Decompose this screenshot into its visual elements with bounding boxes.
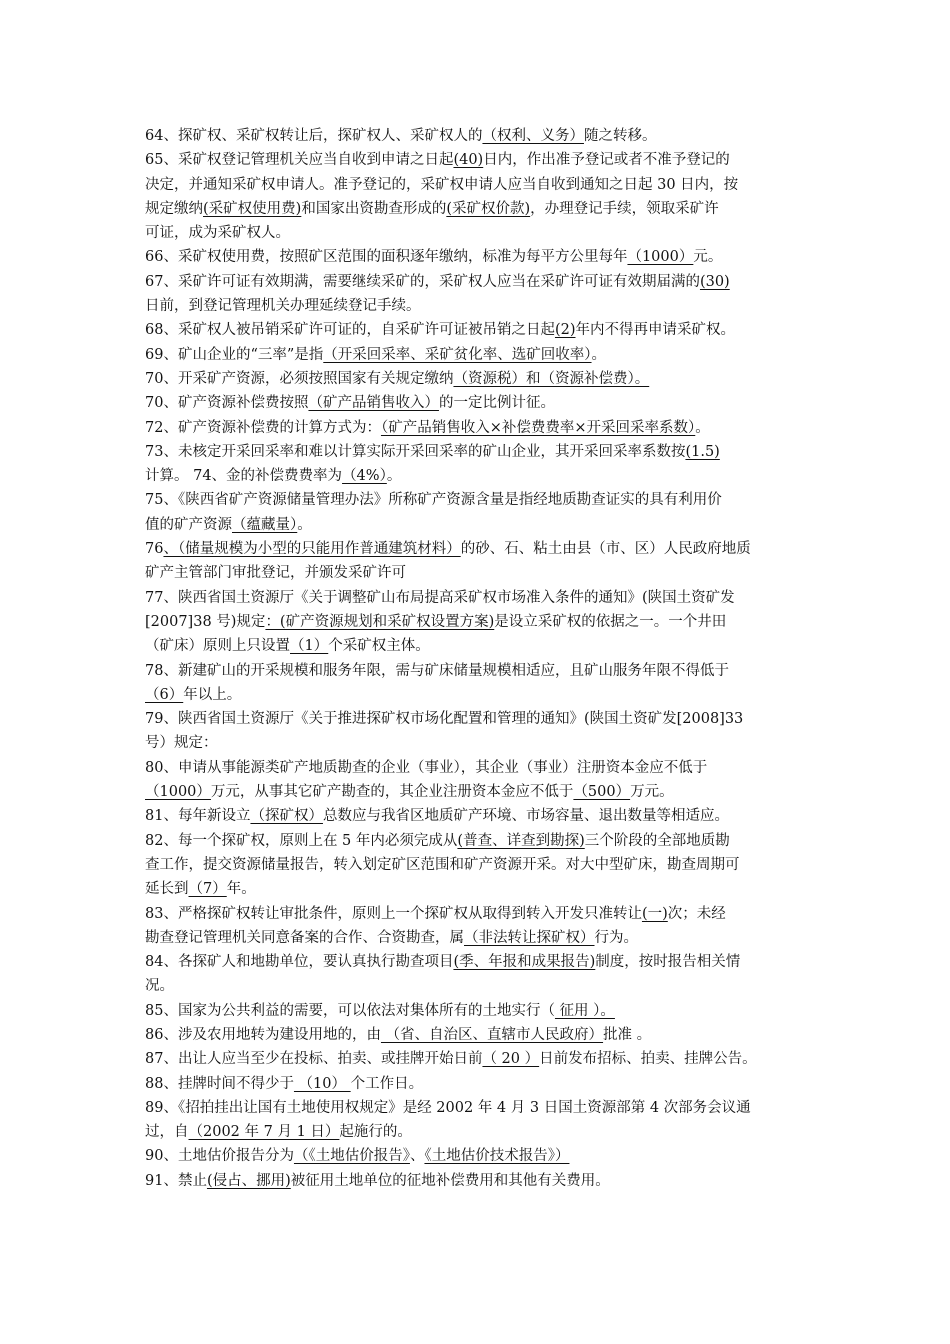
text-segment: 。: [695, 419, 710, 436]
text-segment: 勘查登记管理机关同意备案的合作、合资勘查，属: [145, 929, 464, 946]
text-segment: 规定缴纳: [145, 200, 203, 217]
text-line: [145, 610, 813, 634]
text-segment: 90、土地估价报告分为: [145, 1148, 294, 1165]
text-line: [145, 197, 813, 221]
answer-blank: （蕴藏量）: [232, 516, 298, 533]
text-line: [145, 1072, 813, 1096]
text-segment: 随之转移。: [583, 128, 657, 144]
text-segment: 的一定比例计征。: [438, 395, 555, 412]
answer-blank: (一): [641, 905, 668, 922]
text-segment: 延长到: [145, 881, 189, 898]
text-line: [145, 488, 813, 512]
answer-blank: ：(矿产资源规划和采矿权设置方案): [265, 613, 495, 630]
text-line: [145, 1120, 813, 1144]
text-segment: 82、每一个探矿权，原则上在 5 年内必须完成从: [145, 832, 458, 849]
answer-blank: (普查、详查到勘探): [457, 832, 585, 849]
text-segment: 次；未经: [667, 905, 726, 922]
text-line: [145, 513, 813, 537]
text-segment: 万元。: [630, 784, 674, 801]
text-line: [145, 853, 813, 877]
answer-blank: （1000）: [627, 249, 694, 266]
text-line: [145, 926, 813, 950]
answer-blank: （非法转让探矿权）: [464, 929, 595, 946]
answer-blank: （ 20 ）: [482, 1051, 540, 1068]
text-line: [145, 634, 813, 658]
answer-blank: （1）: [290, 638, 329, 655]
text-segment: 83、严格探矿权转让审批条件，原则上一个探矿权从取得到转入开发只准转让: [145, 905, 642, 922]
answer-blank: （省、自治区、直辖市人民政府）: [380, 1026, 604, 1043]
text-segment: 70、矿产资源补偿费按照: [145, 395, 309, 412]
answer-blank: （7）: [188, 881, 227, 898]
text-segment: 三个阶段的全部地质勘: [584, 832, 730, 849]
text-segment: 制度，按时报告相关情: [595, 954, 741, 971]
text-line: [145, 1047, 813, 1071]
answer-blank: （2002 年 7 月 1 日）: [188, 1124, 340, 1141]
answer-blank: （4%）: [342, 468, 387, 485]
text-segment: 被征用土地单位的征地补偿费用和其他有关费用。: [290, 1172, 610, 1189]
document-page: [145, 124, 813, 1193]
text-segment: 和国家出资勘查形成的: [301, 200, 447, 217]
answer-blank: （1000）: [145, 784, 211, 801]
text-segment: 可证，成为采矿权人。: [145, 225, 290, 242]
text-line: [145, 367, 813, 391]
text-segment: 68、采矿权人被吊销采矿许可证的，自采矿许可证被吊销之日起: [145, 322, 555, 339]
text-segment: 66、采矿权使用费，按照矿区范围的面积逐年缴纳，标准为每平方公里每年: [145, 249, 628, 266]
text-segment: 起施行的。: [339, 1124, 412, 1141]
text-line: [145, 245, 813, 269]
text-segment: 过，自: [145, 1124, 189, 1141]
text-segment: 75、《陕西省矿产资源储量管理办法》所称矿产资源含量是指经地质勘查证实的具有利用价: [145, 492, 722, 509]
answer-blank: 、（储量规模为小型的只能用作普通建筑材料）: [163, 541, 461, 558]
text-segment: 。: [386, 468, 402, 485]
text-segment: 84、各探矿人和地勘单位，要认真执行勘查项目: [145, 954, 454, 971]
text-segment: 行为。: [594, 929, 638, 946]
text-segment: 67、采矿许可证有效期满，需要继续采矿的，采矿权人应当在采矿许可证有效期届满的: [145, 273, 700, 290]
text-segment: 65、采矿权登记管理机关应当自收到申请之日起: [145, 152, 454, 169]
text-segment: 日内，作出准予登记或者不准予登记的: [483, 152, 730, 169]
text-line: [145, 561, 813, 585]
text-line: [145, 731, 813, 755]
answer-blank: (采矿权使用费): [203, 200, 302, 217]
answer-blank: （矿产品销售收入×补偿费费率×开采回采率系数）: [380, 419, 696, 436]
text-line: [145, 440, 813, 464]
text-line: [145, 1169, 813, 1193]
answer-blank: 《土地估价技术报告》）: [424, 1148, 570, 1165]
text-segment: 79、陕西省国土资源厅《关于推进探矿权市场化配置和管理的通知》(陕国土资矿发[2008]33: [145, 711, 744, 728]
text-line: [145, 950, 813, 974]
text-line: [145, 221, 813, 245]
text-segment: 77、陕西省国土资源厅《关于调整矿山布局提高采矿权市场准入条件的通知》(陕国土资矿发: [145, 589, 735, 606]
text-segment: 万元，从事其它矿产勘查的，其企业注册资本金应不低于: [210, 784, 574, 801]
text-line: [145, 659, 813, 683]
text-segment: 个采矿权主体。: [328, 638, 430, 655]
text-line: [145, 148, 813, 172]
answer-blank: (1.5): [685, 443, 720, 460]
text-segment: 的砂、石、粘土由县（市、区）人民政府地质: [460, 541, 751, 558]
text-segment: 91、禁止: [145, 1172, 207, 1189]
text-line: [145, 1144, 813, 1168]
text-segment: 批准 。: [603, 1026, 652, 1043]
text-line: [145, 124, 813, 148]
text-segment: 89、《招拍挂出让国有土地使用权规定》是经 2002 年 4 月 3 日国土资源部第 4 次部务会议通: [145, 1099, 751, 1116]
text-segment: [2007]38 号)规定: [145, 613, 266, 630]
answer-blank: （资源税）和（资源补偿费）。: [453, 370, 650, 387]
text-line: [145, 270, 813, 294]
answer-blank: (侵占、挪用): [206, 1172, 291, 1189]
text-segment: 决定，并通知采矿权申请人。准予登记的，采矿权申请人应当自收到通知之日起 30 日内，按: [145, 176, 739, 193]
text-line: [145, 756, 813, 780]
text-segment: 85、国家为公共利益的需要，可以依法对集体所有的土地实行（: [145, 1002, 555, 1019]
text-line: [145, 537, 813, 561]
text-segment: 78、新建矿山的开采规模和服务年限，需与矿床储量规模相适应，且矿山服务年限不得低于: [145, 662, 729, 679]
text-segment: 年。: [226, 881, 256, 898]
text-line: [145, 173, 813, 197]
text-line: [145, 343, 813, 367]
text-segment: 86、涉及农用地转为建设用地的，由: [145, 1026, 381, 1043]
text-segment: 88、挂牌时间不得少于: [145, 1075, 294, 1092]
text-segment: 64、探矿权、采矿权转让后，探矿权人、采矿权人的: [145, 128, 483, 144]
text-segment: 87、出让人应当至少在投标、拍卖、或挂牌开始日前: [145, 1051, 483, 1068]
text-line: [145, 464, 813, 488]
text-segment: 76: [145, 541, 164, 558]
text-segment: ，办理登记手续，领取采矿许: [530, 200, 719, 217]
text-line: [145, 780, 813, 804]
text-segment: 年内不得再申请采矿权。: [575, 322, 735, 339]
text-line: [145, 974, 813, 998]
answer-blank: (2): [554, 322, 576, 339]
text-line: [145, 1023, 813, 1047]
answer-blank: （权利、义务）: [482, 128, 584, 144]
text-line: [145, 804, 813, 828]
text-line: [145, 683, 813, 707]
text-segment: 查工作，提交资源储量报告，转入划定矿区范围和矿产资源开采。对大中型矿床，勘查周期可: [145, 856, 740, 873]
text-segment: 计算。 74、金的补偿费费率为: [145, 468, 343, 485]
text-segment: 日前发布招标、拍卖、挂牌公告。: [539, 1051, 757, 1068]
text-segment: 80、申请从事能源类矿产地质勘查的企业（事业），其企业（事业）注册资本金应不低于: [145, 759, 708, 776]
text-segment: 个工作日。: [350, 1075, 424, 1092]
text-line: [145, 1096, 813, 1120]
text-line: [145, 707, 813, 731]
text-segment: 元。: [693, 249, 723, 266]
text-segment: 、: [409, 1148, 425, 1165]
text-segment: 。: [297, 516, 312, 533]
text-segment: 73、未核定开采回采率和难以计算实际开采回采率的矿山企业，其开采回采率系数按: [145, 443, 686, 460]
text-segment: 总数应与我省区地质矿产环境、市场容量、退出数量等相适应。: [322, 808, 729, 825]
answer-blank: （6）: [145, 686, 184, 703]
answer-blank: （开采回采率、采矿贫化率、选矿回收率）: [323, 346, 592, 363]
answer-blank: (30): [699, 273, 730, 290]
answer-blank: （《土地估价报告》: [293, 1148, 410, 1165]
text-segment: 日前，到登记管理机关办理延续登记手续。: [145, 298, 421, 315]
text-segment: 72、矿产资源补偿费的计算方式为：: [145, 419, 381, 436]
text-segment: 号）规定：: [145, 735, 218, 752]
answer-blank: （探矿权）: [250, 808, 323, 825]
text-line: [145, 586, 813, 610]
text-segment: 矿产主管部门审批登记，并颁发采矿许可: [145, 565, 406, 582]
answer-blank: （500）: [573, 784, 631, 801]
text-segment: 是设立采矿权的依据之一。一个井田: [494, 613, 727, 630]
text-segment: 年以上。: [183, 686, 242, 703]
text-line: [145, 829, 813, 853]
text-segment: 况。: [145, 978, 174, 995]
text-segment: 69、矿山企业的“三率”是指: [145, 346, 324, 363]
text-line: [145, 416, 813, 440]
answer-blank: (季、年报和成果报告): [453, 954, 596, 971]
text-line: [145, 877, 813, 901]
answer-blank: (采矿权价款): [446, 200, 531, 217]
answer-blank: （矿产品销售收入）: [308, 395, 439, 412]
text-line: [145, 999, 813, 1023]
text-segment: 值的矿产资源: [145, 516, 232, 533]
text-line: [145, 318, 813, 342]
text-line: [145, 902, 813, 926]
text-segment: 81、每年新设立: [145, 808, 251, 825]
text-segment: （矿床）原则上只设置: [145, 638, 290, 655]
text-segment: 70、开采矿产资源，必须按照国家有关规定缴纳: [145, 370, 454, 387]
answer-blank: (40): [453, 152, 484, 169]
answer-blank: （10）: [293, 1075, 351, 1092]
text-segment: 。: [591, 346, 607, 363]
text-line: [145, 294, 813, 318]
text-line: [145, 391, 813, 415]
answer-blank: 征用 ）。: [554, 1002, 615, 1019]
